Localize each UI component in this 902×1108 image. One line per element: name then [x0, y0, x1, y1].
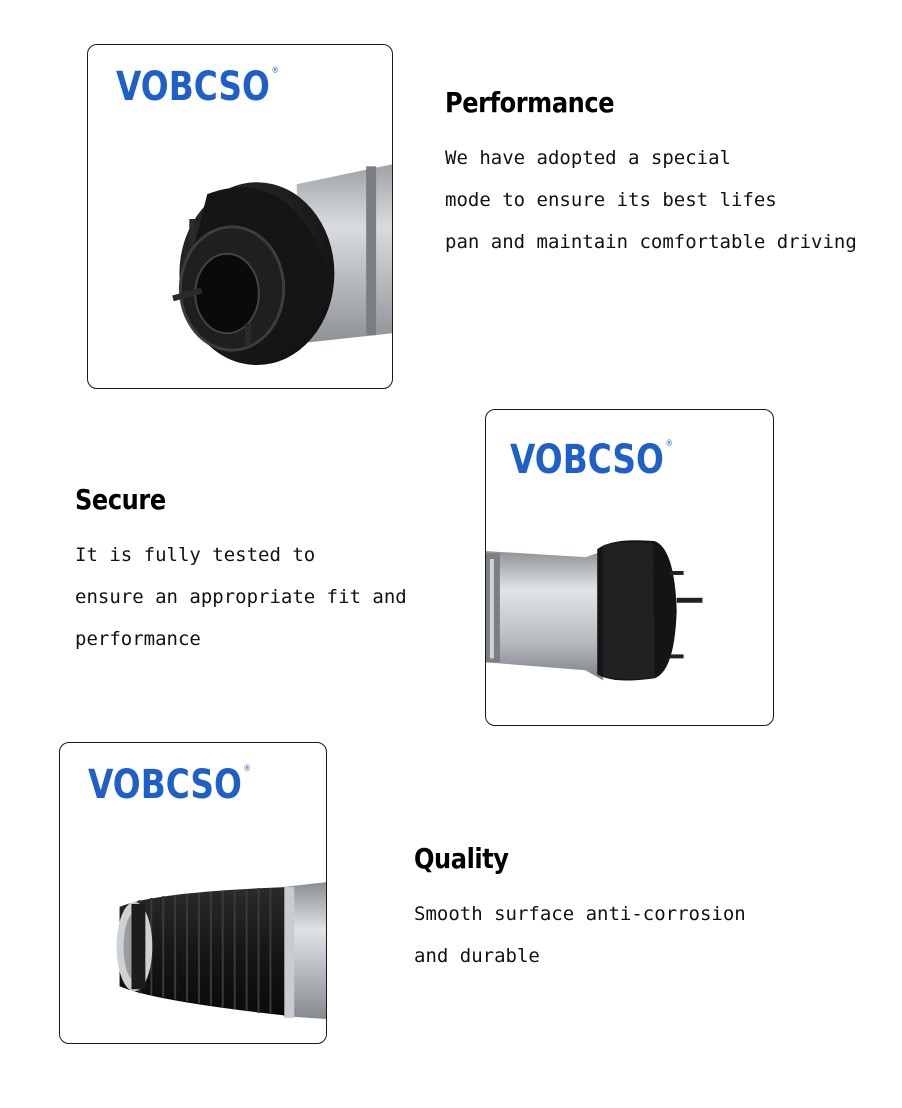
product-image-card-2	[485, 409, 774, 726]
feature-title: Quality	[414, 842, 509, 875]
feature-text-line: Smooth surface anti-corrosion	[414, 903, 746, 925]
feature-text-line: pan and maintain comfortable driving	[445, 231, 857, 253]
brand-logo: VOBCSO ®	[116, 64, 279, 110]
brand-logo: VOBCSO ®	[88, 762, 251, 808]
feature-text-line: and durable	[414, 945, 540, 967]
brand-logo: VOBCSO ®	[510, 437, 673, 483]
feature-title: Secure	[75, 483, 166, 516]
product-image-card-1	[87, 44, 393, 389]
feature-secure	[75, 483, 407, 660]
feature-text-line: mode to ensure its best lifes	[445, 189, 777, 211]
product-image-card-3	[59, 742, 327, 1044]
feature-text-line: It is fully tested to	[75, 544, 316, 566]
feature-title: Performance	[445, 86, 615, 119]
feature-text-line: We have adopted a special	[445, 147, 731, 169]
feature-performance	[445, 86, 857, 263]
feature-text-line: performance	[75, 628, 201, 650]
feature-text-line: ensure an appropriate fit and	[75, 586, 407, 608]
feature-quality	[414, 842, 746, 977]
